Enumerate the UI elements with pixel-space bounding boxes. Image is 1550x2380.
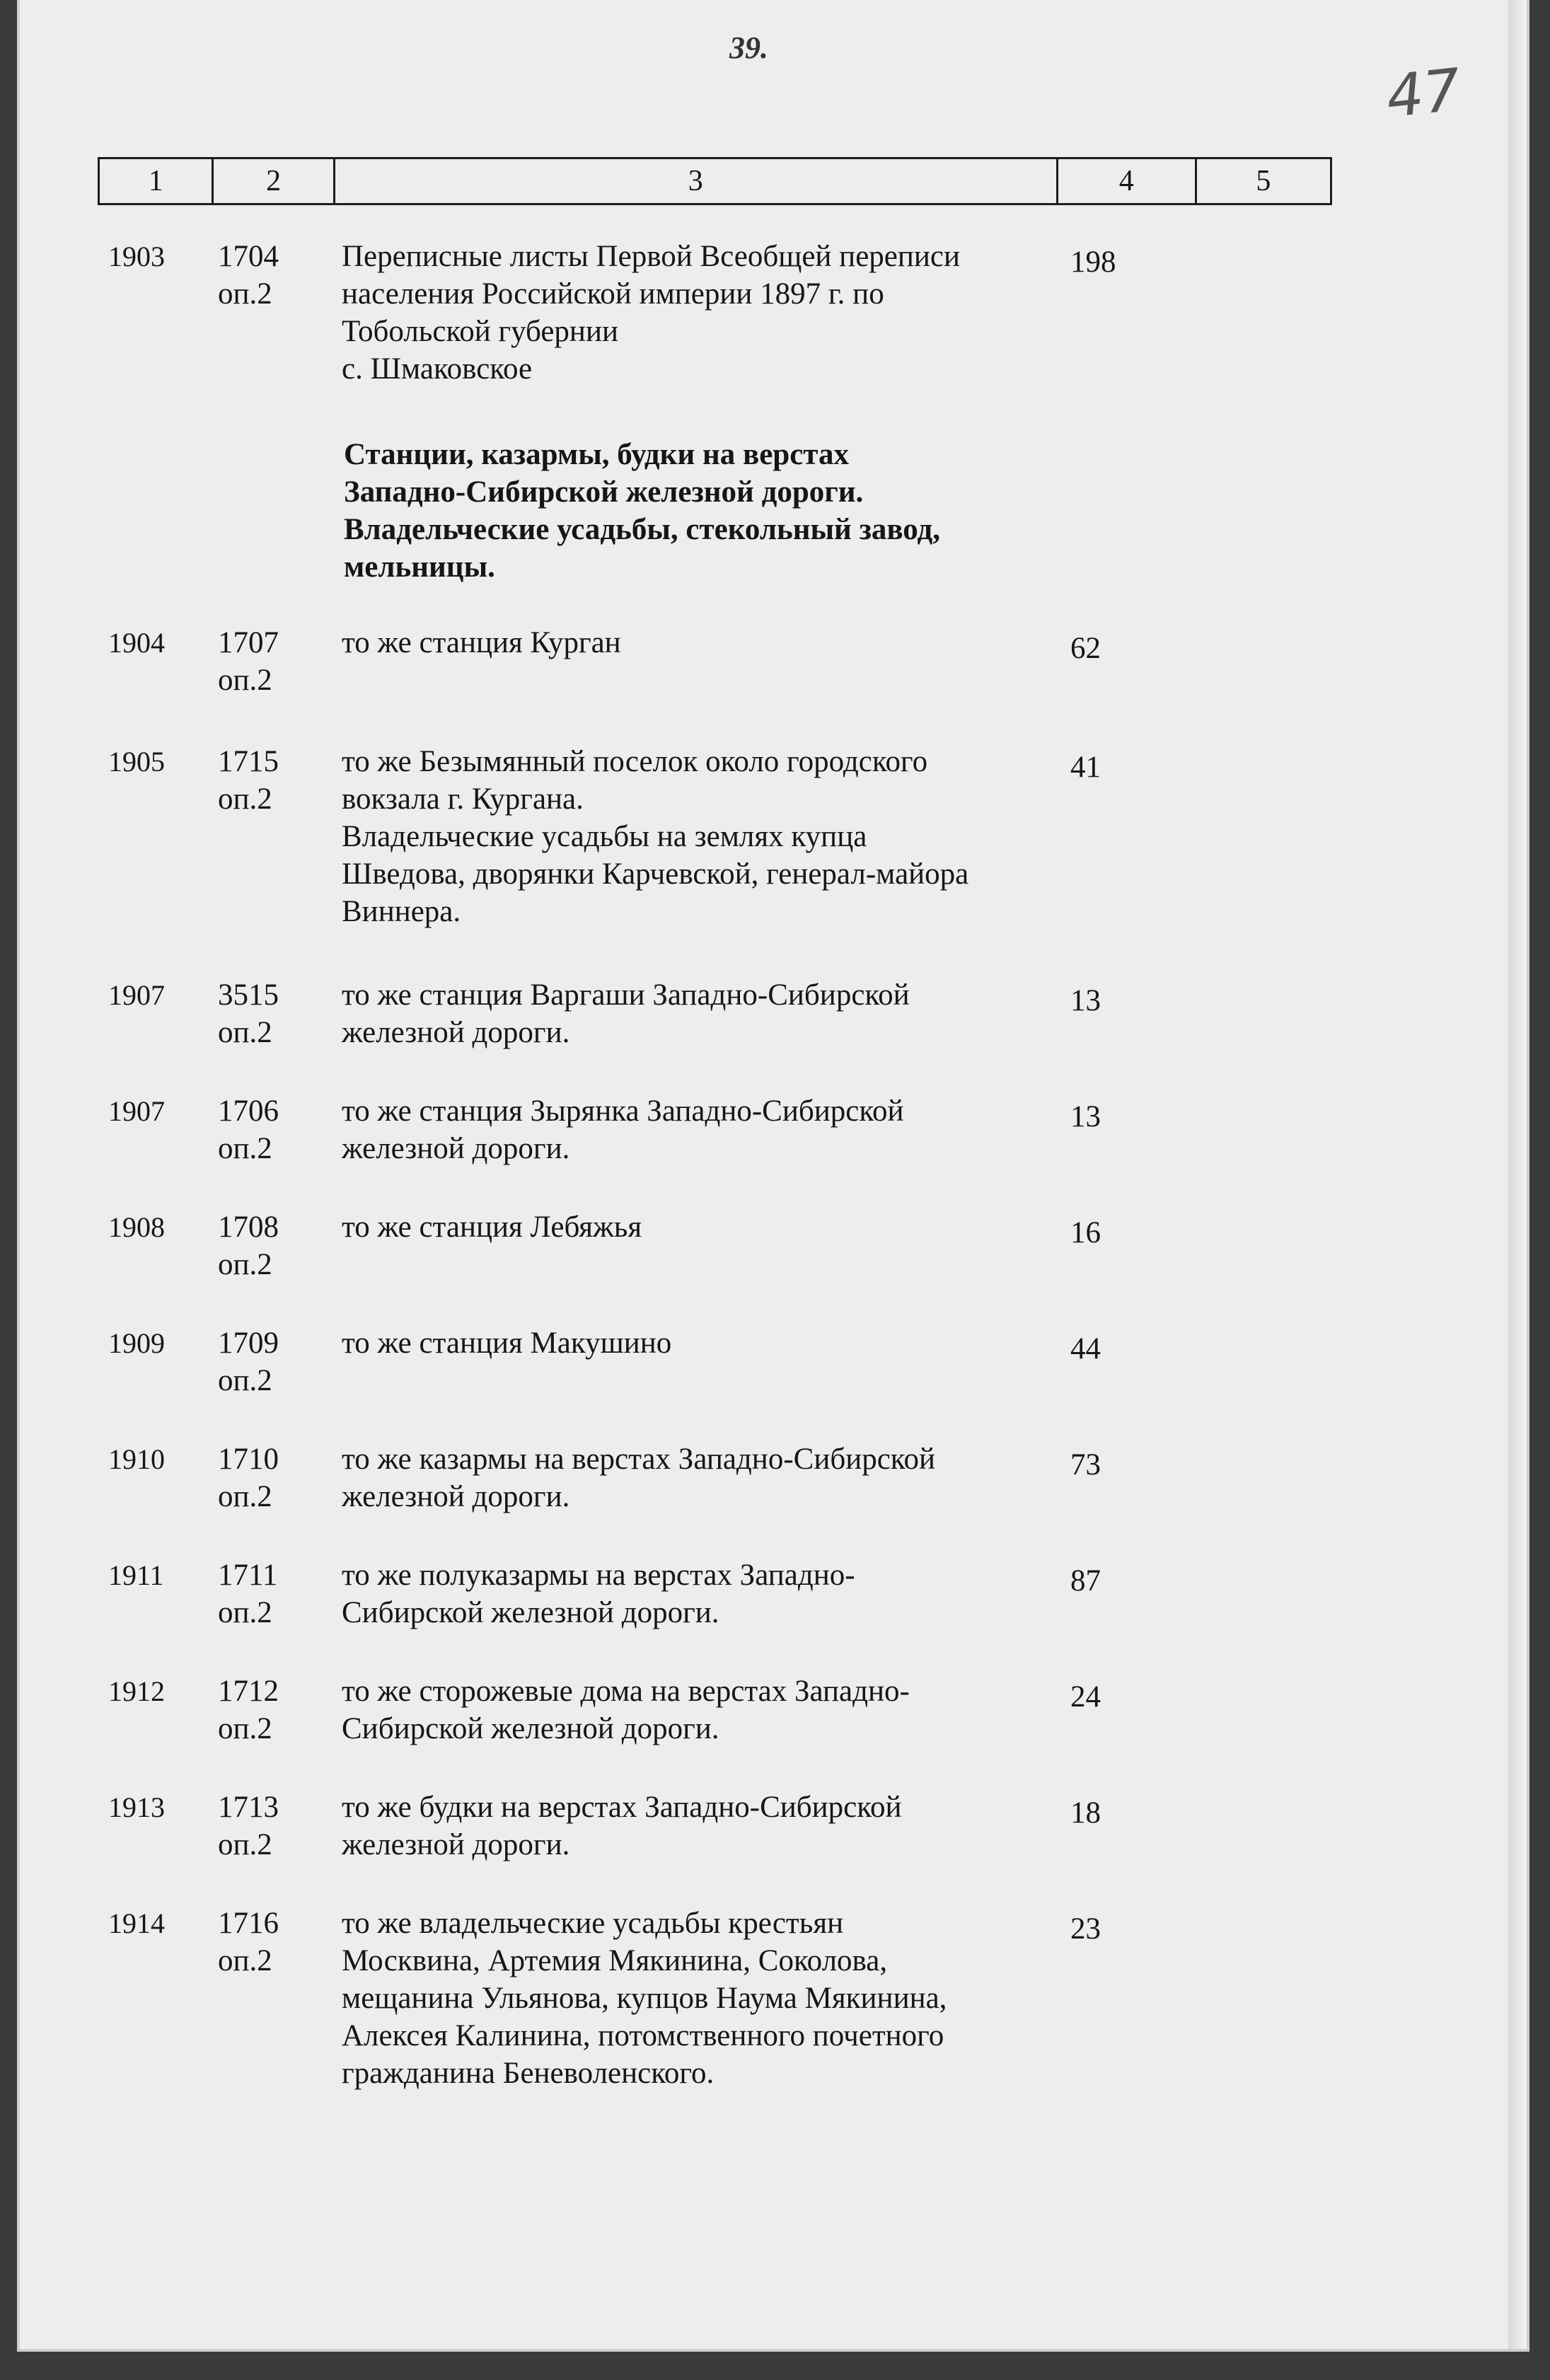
column-header-5: 5 <box>1196 158 1331 204</box>
entry-description-line: то же казармы на верстах Западно-Сибирской <box>342 1443 936 1476</box>
entry-number <box>218 1208 310 1283</box>
entry-year: 1911 <box>108 1559 164 1591</box>
section-heading-line: Владельческие усадьбы, стекольный завод, <box>344 513 941 546</box>
entry-inventory: оп.2 <box>218 782 272 816</box>
entry-description-line: то же будки на верстах Западно-Сибирской <box>342 1791 902 1824</box>
entry-number-value: 1711 <box>218 1559 278 1592</box>
entry-year: 1909 <box>108 1327 165 1359</box>
entry-page-count: 62 <box>1070 632 1101 665</box>
entry-number-value: 1715 <box>218 745 279 778</box>
entry-description <box>342 1440 1063 1515</box>
entry-description <box>342 1208 1063 1246</box>
entry-page-count: 87 <box>1070 1564 1101 1598</box>
entry-description-line: то же станция Варгаши Западно-Сибирской <box>342 978 910 1012</box>
section-heading-line: мельницы. <box>344 550 495 584</box>
entry-number <box>218 1556 310 1631</box>
entry-number-value: 3515 <box>218 978 279 1012</box>
entry-page-count: 18 <box>1070 1796 1101 1830</box>
entry-inventory: оп.2 <box>218 1132 272 1165</box>
entry-description <box>342 1324 1063 1362</box>
entry-number <box>218 743 310 818</box>
entry-description-line: с. Шмаковское <box>342 352 533 386</box>
entry-inventory: оп.2 <box>218 1828 272 1861</box>
entry-page-count: 41 <box>1070 751 1101 784</box>
entry-number <box>218 624 310 699</box>
entry-description-line: населения Российской империи 1897 г. по <box>342 277 884 311</box>
entry-description-line: железной дороги. <box>342 1016 570 1049</box>
entry-year: 1907 <box>108 1095 165 1127</box>
entry-description-line: Москвина, Артемия Мякинина, Соколова, <box>342 1944 888 1977</box>
entry-year: 1903 <box>108 241 165 272</box>
entry-number-value: 1704 <box>218 240 279 273</box>
entry-description-line: то же Безымянный поселок около городского <box>342 745 928 778</box>
entry-description-line: железной дороги. <box>342 1132 570 1165</box>
entry-description-line: то же станция Курган <box>342 626 621 659</box>
entry-page-count: 16 <box>1070 1216 1101 1249</box>
entry-inventory: оп.2 <box>218 664 272 697</box>
entry-description-line: Переписные листы Первой Всеобщей переписи <box>342 240 960 273</box>
entry-year: 1904 <box>108 627 165 659</box>
entry-number <box>218 1905 310 1980</box>
entry-description-line: Виннера. <box>342 895 461 928</box>
entry-number-value: 1708 <box>218 1211 279 1244</box>
entry-description <box>342 1789 1063 1864</box>
entry-page-count: 23 <box>1070 1912 1101 1946</box>
column-header-2: 2 <box>213 158 334 204</box>
entry-description-line: Тобольской губернии <box>342 315 618 348</box>
entry-description-line: Шведова, дворянки Карчевской, генерал-майора <box>342 857 969 891</box>
entry-number-value: 1706 <box>218 1094 279 1128</box>
section-heading <box>344 436 940 586</box>
entry-description <box>342 976 1063 1051</box>
entry-description-line: то же сторожевые дома на верстах Западно- <box>342 1675 910 1708</box>
entry-inventory: оп.2 <box>218 1016 272 1049</box>
entry-number-value: 1716 <box>218 1907 279 1940</box>
entry-description-line: то же станция Лебяжья <box>342 1211 642 1244</box>
section-heading-line: Станции, казармы, будки на верстах <box>344 438 849 471</box>
entry-year: 1912 <box>108 1675 165 1707</box>
entry-description-line: железной дороги. <box>342 1480 570 1513</box>
entry-inventory: оп.2 <box>218 1596 272 1629</box>
entry-description-line: Алексея Калинина, потомственного почетного <box>342 2019 944 2052</box>
entry-page-count: 44 <box>1070 1332 1101 1365</box>
entry-year: 1905 <box>108 746 165 778</box>
entry-year: 1907 <box>108 979 165 1011</box>
entry-number <box>218 1324 310 1399</box>
entry-page-count: 24 <box>1070 1680 1101 1714</box>
entry-number-value: 1707 <box>218 626 279 659</box>
entry-description-line: то же полуказармы на верстах Западно- <box>342 1559 855 1592</box>
handwritten-archive-number: 47 <box>1383 56 1464 132</box>
column-header-4: 4 <box>1057 158 1196 204</box>
entry-inventory: оп.2 <box>218 1712 272 1745</box>
entry-description-line: то же станция Макушино <box>342 1327 672 1360</box>
entry-description <box>342 1905 1063 2092</box>
entry-number <box>218 976 310 1051</box>
entry-page-count: 73 <box>1070 1448 1101 1481</box>
entry-description-line: гражданина Беневоленского. <box>342 2057 715 2090</box>
entry-inventory: оп.2 <box>218 277 272 311</box>
entry-description-line: Владельческие усадьбы на землях купца <box>342 820 867 853</box>
column-header-3: 3 <box>334 158 1057 204</box>
entry-inventory: оп.2 <box>218 1364 272 1397</box>
entry-description <box>342 238 1063 388</box>
entry-year: 1914 <box>108 1907 165 1939</box>
entry-description-line: Сибирской железной дороги. <box>342 1712 719 1745</box>
entry-description-line: Сибирской железной дороги. <box>342 1596 719 1629</box>
entry-inventory: оп.2 <box>218 1480 272 1513</box>
entry-year: 1910 <box>108 1443 165 1475</box>
entry-inventory: оп.2 <box>218 1248 272 1281</box>
entry-description-line: то же владельческие усадьбы крестьян <box>342 1907 844 1940</box>
entry-description <box>342 1556 1063 1631</box>
section-heading-line: Западно-Сибирской железной дороги. <box>344 475 864 509</box>
entry-page-count: 13 <box>1070 1100 1101 1133</box>
entry-number-value: 1709 <box>218 1327 279 1360</box>
entry-number <box>218 1440 310 1515</box>
entry-year: 1908 <box>108 1211 165 1243</box>
entry-description <box>342 743 1063 930</box>
entry-description-line: железной дороги. <box>342 1828 570 1861</box>
entry-description-line: то же станция Зырянка Западно-Сибирской <box>342 1094 904 1128</box>
entry-description <box>342 1092 1063 1167</box>
entry-inventory: оп.2 <box>218 1944 272 1977</box>
entry-number-value: 1713 <box>218 1791 279 1824</box>
entry-description-line: мещанина Ульянова, купцов Наума Мякинина, <box>342 1982 947 2015</box>
entry-number <box>218 1789 310 1864</box>
entry-number <box>218 238 310 313</box>
column-header-table <box>98 157 1332 205</box>
column-header-1: 1 <box>99 158 213 204</box>
page-edge <box>1508 0 1527 2349</box>
entry-description-line: вокзала г. Кургана. <box>342 782 584 816</box>
entry-page-count: 198 <box>1070 245 1116 279</box>
page-number: 39. <box>729 30 768 65</box>
entry-number-value: 1712 <box>218 1675 279 1708</box>
entry-year: 1913 <box>108 1791 165 1823</box>
entry-description <box>342 624 1063 662</box>
document-page <box>20 0 1527 2349</box>
entry-number <box>218 1673 310 1748</box>
entry-number <box>218 1092 310 1167</box>
entry-description <box>342 1673 1063 1748</box>
entry-page-count: 13 <box>1070 984 1101 1017</box>
entry-number-value: 1710 <box>218 1443 279 1476</box>
